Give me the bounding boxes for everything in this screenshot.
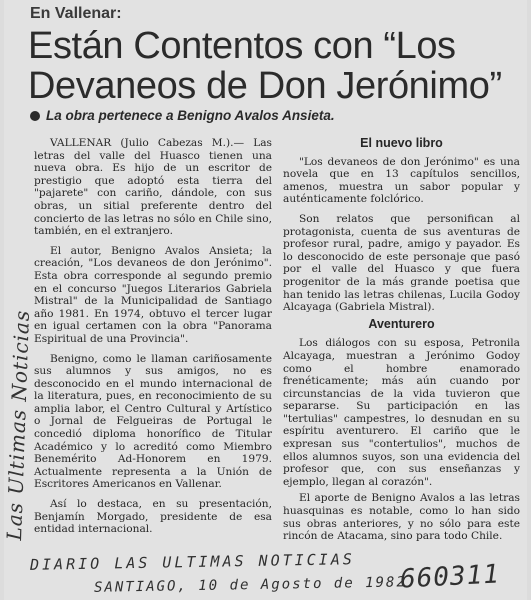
paragraph: El aporte de Benigno Avalos a las letras huasquinas es notable, como lo han sido sus obras anteriores, y no sólo para este rincón de Atacama, sino para todo Chile. — [283, 492, 520, 543]
paragraph: Los diálogos con su esposa, Petronila Alcayaga, muestran a Jerónimo Godoy como el hombre enamorado frenéticamente; más aún cuando por circunstancias de la vida tuvieron que separarse. Su participación en las "tertulias" campestres, lo desnudan en su espíritu aventurero. El cariño que le expresan sus "contertulios", muchos de ellos alumnos suyos, son una evidencia del profesor que, con sus enseñanzas y ejemplo, llegan al corazón". — [283, 337, 520, 488]
handwritten-margin-note: Las Ultimas Noticias — [2, 309, 35, 541]
article-kicker: En Vallenar: — [30, 5, 122, 22]
section-heading-new-book: El nuevo libro — [360, 136, 443, 150]
paragraph: "Los devaneos de don Jerónimo" es una novela que en 13 capítulos sencillos, amenos, muestra un sabor popular y auténticamente folclórico. — [283, 155, 520, 206]
paragraph: El autor, Benigno Avalos Ansieta; la creación, "Los devaneos de don Jerónimo". Esta obra corresponde al segundo premio en el concurso "Juegos Literarios Gabriela Mistral" de la Municipalidad de Santiago año 1981. En 1974, obtuvo el tercer lugar en igual certamen con la obra "Panorama Espiritual de una Provincia". — [34, 244, 272, 345]
paragraph: VALLENAR (Julio Cabezas M.).— Las letras del valle del Huasco tienen una nueva obra. Es hijo de un escritor de prestigio que adoptó esta tierra del "pajarete" con cariño, dándole, con sus obras, un sitial preferente dentro del concierto de las letras no sólo en Chile sino, también, en el extranjero. — [34, 137, 272, 238]
title-line-2: Devaneos de Don Jerónimo” — [28, 65, 502, 107]
paragraph: Así lo destaca, en su presentación, Benjamín Morgado, presidente de esa entidad internacional. — [34, 498, 272, 536]
bullet-icon — [30, 111, 40, 121]
title-line-1: Están Contentos con “Los — [28, 25, 456, 67]
section-heading-adventurer: Aventurero — [368, 316, 435, 331]
article-title — [28, 26, 523, 106]
article-subtitle — [30, 108, 335, 123]
column-right — [283, 137, 520, 550]
archive-number: 660311 — [399, 559, 501, 595]
handwritten-date: SANTIAGO, 10 de Agosto de 1982. — [93, 574, 418, 596]
column-left — [34, 137, 272, 543]
paragraph: Benigno, como le llaman cariñosamente sus alumnos y sus amigos, no es desconocido en el mundo internacional de la literatura, pues, en reconocimiento de su amplia labor, el Centro Cultural y Artístico o Jornal de Felgueiras de Portugal le concedió diploma honorífico de Titular Académico y lo acreditó como Miembro Benemérito Ad-Honorem en 1979. Actualmente representa a la Unión de Escritores Americanos en Vallenar. — [34, 352, 272, 491]
subtitle-text: La obra pertenece a Benigno Avalos Ansieta. — [46, 108, 335, 123]
handwritten-source: DIARIO LAS ULTIMAS NOTICIAS — [29, 550, 355, 574]
paragraph: Son relatos que personifican al protagonista, cuenta de sus aventuras de profesor rural, padre, amigo y payador. Es lo desconocido de este personaje que pasó por el valle del Huasco y que fuera progenitor de la más grande poetisa que han tenido las letras chilenas, Lucila Godoy Alcayaga (Gabriela Mistral). — [283, 212, 520, 314]
